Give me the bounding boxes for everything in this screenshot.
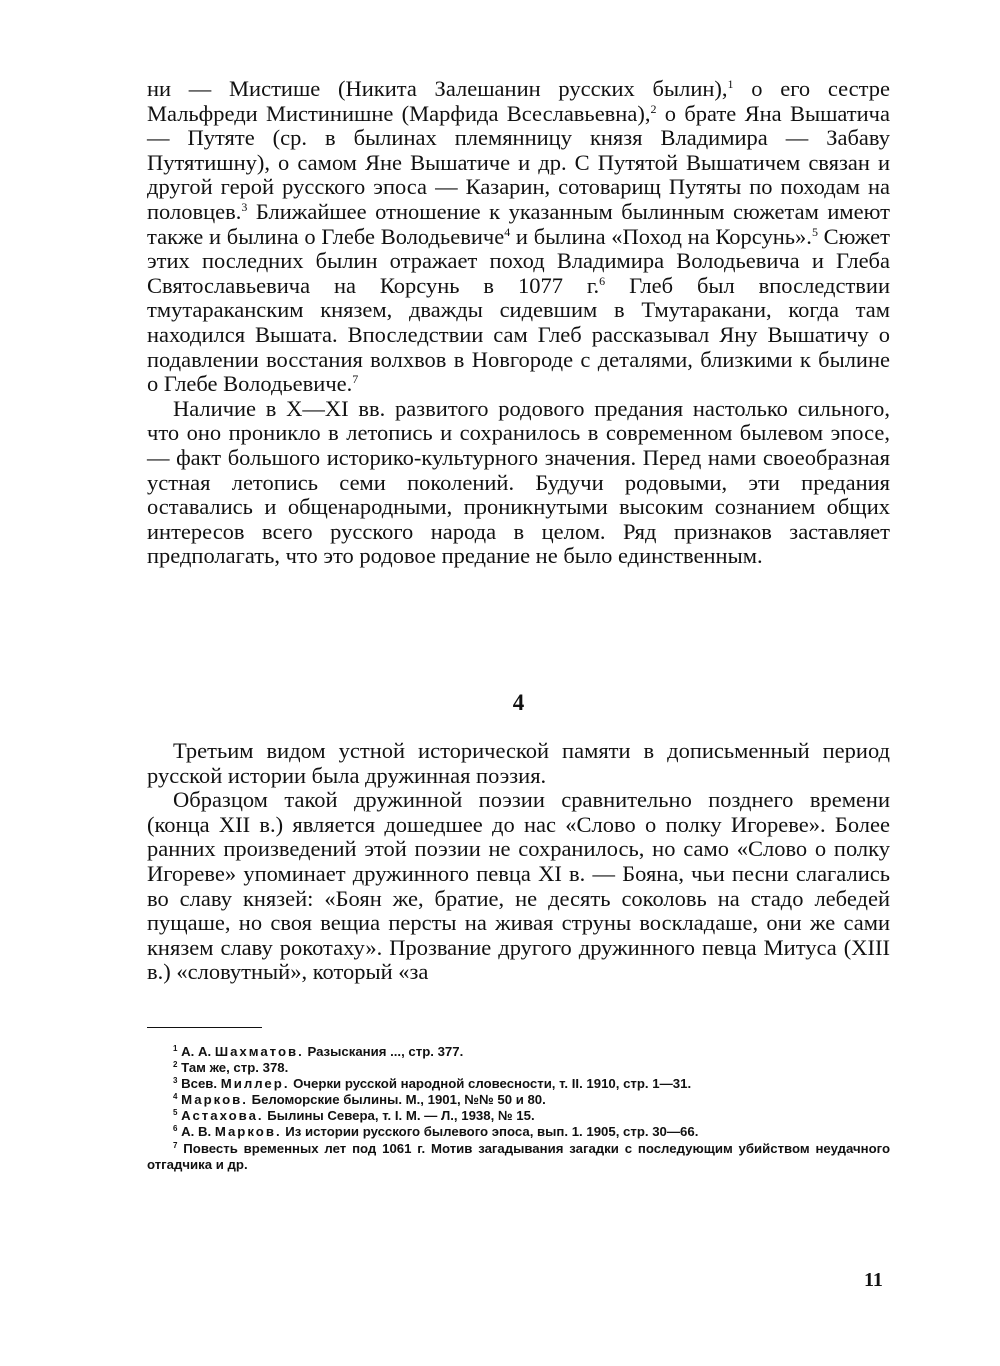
footnote-divider [147,1027,262,1028]
main-text [147,76,890,985]
footnote-text: Из истории русского былевого эпоса, вып. 1. 1905, стр. 30—66. [281,1124,699,1140]
footnote-reference: 1 [727,77,734,91]
footnote-mark: 2 [173,1060,178,1070]
section-body [147,739,890,985]
page-number: 11 [864,1269,883,1291]
paragraph-slovo-o-polku: Образцом такой дружинной поэзии сравнительно позднего времени (конца XII в.) является дошедшее до нас «Слово о полку Игореве». Более ранних произведений этой поэзии не сохранилось, но само «Слово о полку Игореве» упоминает дружинного певца XI в. — Бояна, чьи песни слагались во славу князей: «Боян же, братие, не десять соколовь на стадо лебедей пущаше, но своя вещиа персты на живая струны воскладаше, они же сами князем славу рокотаху». Прозвание другого дружинного певца Митуса (XIII в.) «словутный», который «за [147,787,890,985]
footnote-text: А. А. [177,1044,215,1059]
paragraph-text: и былина «Поход на Корсунь». [510,223,812,249]
author-name: Марков. [214,1124,282,1140]
footnote-mark: 3 [173,1076,178,1086]
footnote-text: Повесть временных лет под 1061 г. Мотив загадывания загадки с последующим убийством неудачного отгадчика и др. [147,1140,890,1172]
footnote [147,1060,890,1076]
footnote-mark: 4 [173,1092,178,1102]
footnote-text: Беломорские былины. М., 1901, №№ 50 и 80. [247,1092,546,1108]
author-name: Шахматов. [214,1044,304,1059]
paragraph-text: ни — Мистише (Никита Залешанин русских былин), [147,76,728,101]
footnote [147,1124,890,1140]
footnote-mark: 7 [173,1140,178,1150]
footnote-text: Всев. [177,1076,221,1092]
footnote-reference: 3 [241,199,248,214]
footnote-reference: 6 [599,273,606,288]
footnote-text: А. В. [177,1124,215,1140]
footnotes [147,1044,890,1173]
paragraph-text: Ближайшее отношение к указанным былинным сюжетам имеют также и былина о Глебе Володьевиче [147,198,890,249]
footnote-mark: 1 [173,1044,178,1053]
footnote [147,1108,890,1124]
footnote-mark: 5 [173,1108,178,1118]
paragraph-text: Сюжет этих последних былин отражает поход Владимира Володьевича и Глеба Святославьевича на Корсунь в 1077 г. [147,223,890,298]
footnote [147,1092,890,1108]
footnote-text: Там же, стр. 378. [177,1060,289,1076]
author-name: Марков. [181,1092,248,1108]
footnote-reference: 2 [650,101,657,116]
footnote-reference: 4 [504,224,511,239]
footnote-reference: 7 [352,372,359,387]
footnote-reference: 5 [811,224,818,239]
footnote-mark: 6 [173,1124,178,1134]
paragraph-text: о его сестре Мальфреди Мистинишне (Марфида Всеславьевна), [147,76,890,126]
paragraph-continuation [147,77,890,397]
paragraph-text: о брате Яна Вышатича — Путяте (ср. в былинах племянницу князя Владимира — Забаву Путятишну), о самом Яне Вышатиче и др. С Путятой Вышатичем связан и другой герой русского эпоса — Казарин, сотоварищ Путяты по походам на половцев. [147,100,890,224]
footnote [147,1044,890,1060]
author-name: Миллер. [220,1076,290,1092]
footnote-text: Разыскания ..., стр. 377. [303,1044,464,1059]
paragraph-druzhina-poetry: Третьим видом устной исторической памяти в дописьменный период русской истории была дружинная поэзия. [147,738,890,788]
section-heading: 4 [512,690,525,715]
author-name: Астахова. [181,1108,264,1124]
paragraph-text: Глеб был впоследствии тмутараканским князем, дважды сидевшим в Тмутаракани, когда там находился Вышата. Впоследствии сам Глеб рассказывал Яну Вышатичу о подавлении восстания волхвов в Новгороде с деталями, близкими к былине о Глебе Володьевиче. [147,272,890,397]
paragraph-oral-chronicle: Наличие в X—XI вв. развитого родового предания настолько сильного, что оно проникло в летопись и сохранилось в современном былевом эпосе, — факт большого историко-культурного значения. Перед нами своеобразная устная летопись семи поколений. Будучи родовыми, эти предания оставались и общенародными, проникнутыми высоким сознанием общих интересов всего русского народа в целом. Ряд признаков заставляет предполагать, что это родовое предание не было единственным. [147,395,890,569]
footnote [147,1141,890,1173]
footnote-text: Очерки русской народной словесности, т. II. 1910, стр. 1—31. [289,1076,692,1092]
footnote-text: Былины Севера, т. I. М. — Л., 1938, № 15. [263,1108,535,1124]
footnote [147,1076,890,1092]
